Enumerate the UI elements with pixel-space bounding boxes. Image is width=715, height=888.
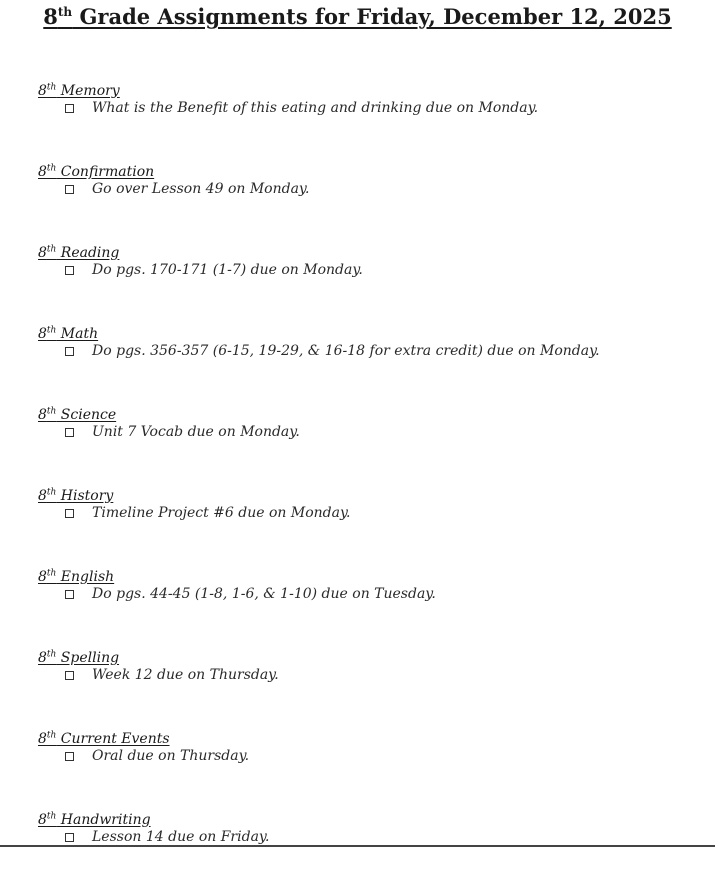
checkbox-icon[interactable]	[65, 671, 74, 680]
page-title-text	[43, 4, 671, 29]
assignment-item	[38, 97, 698, 119]
heading-subject: Reading	[56, 244, 120, 261]
assignment-text: Lesson 14 due on Friday.	[92, 829, 270, 845]
assignment-text: Do pgs. 170-171 (1-7) due on Monday.	[92, 262, 363, 278]
heading-ordinal: th	[46, 325, 57, 335]
heading-grade: 8	[38, 163, 47, 180]
heading-subject: Current Events	[56, 730, 170, 747]
heading-ordinal: th	[46, 811, 57, 821]
assignment-item	[38, 421, 698, 443]
heading-ordinal: th	[46, 406, 57, 416]
heading-ordinal: th	[46, 82, 57, 92]
section-heading	[38, 483, 698, 502]
checkbox-icon[interactable]	[65, 104, 74, 113]
assignment-item	[38, 745, 698, 767]
heading-subject: English	[56, 568, 115, 585]
heading-ordinal: th	[46, 730, 57, 740]
heading-ordinal: th	[46, 163, 57, 173]
assignment-text: Timeline Project #6 due on Monday.	[92, 505, 351, 521]
checkbox-icon[interactable]	[65, 509, 74, 518]
checkbox-icon[interactable]	[65, 752, 74, 761]
section-heading	[38, 645, 698, 664]
section-confirmation	[38, 159, 698, 240]
assignment-item	[38, 583, 698, 605]
title-ordinal: th	[57, 5, 73, 19]
section-heading	[38, 402, 698, 421]
title-grade: 8	[43, 4, 58, 29]
heading-ordinal: th	[46, 568, 57, 578]
heading-subject: Handwriting	[56, 811, 151, 828]
section-heading	[38, 240, 698, 259]
assignment-text: Unit 7 Vocab due on Monday.	[92, 424, 300, 440]
checkbox-icon[interactable]	[65, 428, 74, 437]
heading-grade: 8	[38, 406, 47, 423]
section-science	[38, 402, 698, 483]
section-reading	[38, 240, 698, 321]
section-current-events	[38, 726, 698, 807]
assignment-text: Oral due on Thursday.	[92, 748, 250, 764]
heading-subject: Confirmation	[56, 163, 155, 180]
heading-subject: Math	[56, 325, 99, 342]
checkbox-icon[interactable]	[65, 185, 74, 194]
heading-grade: 8	[38, 325, 47, 342]
section-spelling	[38, 645, 698, 726]
section-heading	[38, 321, 698, 340]
section-history	[38, 483, 698, 564]
assignment-item	[38, 259, 698, 281]
checkbox-icon[interactable]	[65, 590, 74, 599]
checkbox-icon[interactable]	[65, 347, 74, 356]
heading-grade: 8	[38, 730, 47, 747]
assignment-item	[38, 664, 698, 686]
title-text: Grade Assignments for Friday, December 12, 2025	[72, 4, 672, 29]
section-heading	[38, 564, 698, 583]
page-title	[0, 4, 715, 29]
heading-grade: 8	[38, 487, 47, 504]
heading-grade: 8	[38, 244, 47, 261]
checkbox-icon[interactable]	[65, 833, 74, 842]
heading-grade: 8	[38, 649, 47, 666]
section-heading	[38, 807, 698, 826]
assignment-text: Week 12 due on Thursday.	[92, 667, 279, 683]
section-handwriting	[38, 807, 698, 888]
section-heading	[38, 159, 698, 178]
heading-ordinal: th	[46, 649, 57, 659]
heading-subject: History	[56, 487, 114, 504]
heading-subject: Spelling	[56, 649, 120, 666]
assignment-text: Do pgs. 356-357 (6-15, 19-29, & 16-18 for extra credit) due on Monday.	[92, 343, 600, 359]
heading-subject: Memory	[56, 82, 120, 99]
assignment-text: Go over Lesson 49 on Monday.	[92, 181, 310, 197]
section-heading	[38, 726, 698, 745]
heading-subject: Science	[56, 406, 117, 423]
assignment-text: What is the Benefit of this eating and drinking due on Monday.	[92, 100, 539, 116]
assignment-text: Do pgs. 44-45 (1-8, 1-6, & 1-10) due on Tuesday.	[92, 586, 436, 602]
heading-grade: 8	[38, 82, 47, 99]
heading-grade: 8	[38, 811, 47, 828]
section-memory	[38, 78, 698, 159]
heading-grade: 8	[38, 568, 47, 585]
section-heading	[38, 78, 698, 97]
assignment-item	[38, 502, 698, 524]
heading-ordinal: th	[46, 487, 57, 497]
assignment-list	[38, 78, 698, 888]
section-english	[38, 564, 698, 645]
assignment-item	[38, 340, 698, 362]
section-math	[38, 321, 698, 402]
heading-ordinal: th	[46, 244, 57, 254]
checkbox-icon[interactable]	[65, 266, 74, 275]
assignment-item	[38, 178, 698, 200]
